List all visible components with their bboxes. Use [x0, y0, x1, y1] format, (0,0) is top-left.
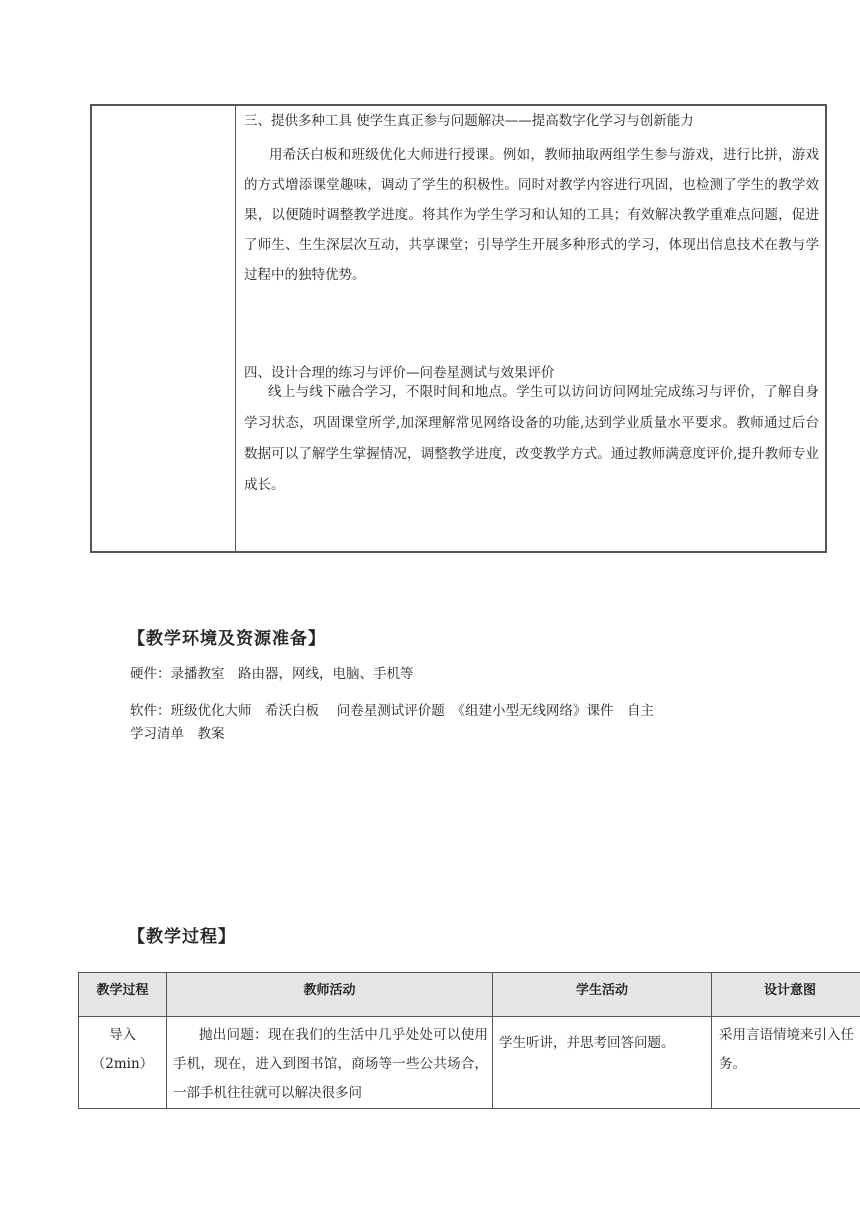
section3-title: 三、提供多种工具 使学生真正参与问题解决——提高数字化学习与创新能力	[244, 113, 694, 129]
student-activity-cell: 学生听讲，并思考回答问题。	[493, 1017, 712, 1109]
header-teacher: 教师活动	[167, 973, 493, 1017]
header-student: 学生活动	[493, 973, 712, 1017]
design-intent-cell: 采用言语情境来引入任务。	[712, 1017, 860, 1109]
process-heading: 【教学过程】	[128, 927, 236, 947]
env-heading: 【教学环境及资源准备】	[128, 629, 326, 649]
stage-name: 导入	[109, 1027, 136, 1043]
section4-body: 线上与线下融合学习，不限时间和地点。学生可以访问访问网址完成练习与评价，了解自身学习状态，巩固课堂所学,加深理解常见网络设备的功能,达到学业质量水平要求。教师通过后台数据可以了解学生掌握情况，调整教学进度，改变教学方式。通过教师满意度评价,提升教师专业成长。	[244, 384, 819, 493]
design-table-left-cell	[92, 106, 236, 551]
section3-body: 用希沃白板和班级优化大师进行授课。例如，教师抽取两组学生参与游戏，进行比拼，游戏的方式增添课堂趣味，调动了学生的积极性。同时对教学内容进行巩固，也检测了学生的教学效果，以便随时调整教学进度。将其作为学生学习和认知的工具；有效解决教学重难点问题，促进了师生、生生深层次互动，共享课堂；引导学生开展多种形式的学习，体现出信息技术在教与学过程中的独特优势。	[244, 147, 819, 283]
table-row	[79, 1017, 860, 1109]
section4-title: 四、设计合理的练习与评价—问卷星测试与效果评价	[244, 365, 555, 381]
process-table-header-row	[79, 973, 860, 1017]
env-software-line2: 学习清单 教案	[130, 726, 225, 742]
env-hardware: 硬件：录播教室 路由器，网线，电脑、手机等	[130, 666, 414, 682]
stage-cell	[79, 1017, 167, 1109]
env-software-line1: 软件：班级优化大师 希沃白板 问卷星测试评价题 《组建小型无线网络》课件 自主	[130, 703, 655, 719]
stage-time: （2min）	[91, 1056, 154, 1072]
process-table	[78, 972, 860, 1109]
design-table	[90, 104, 827, 553]
header-design: 设计意图	[712, 973, 860, 1017]
teacher-activity-cell: 抛出问题：现在我们的生活中几乎处处可以使用手机，现在，进入到图书馆，商场等一些公共场合，一部手机往往就可以解决很多问	[167, 1017, 493, 1109]
header-stage: 教学过程	[79, 973, 167, 1017]
